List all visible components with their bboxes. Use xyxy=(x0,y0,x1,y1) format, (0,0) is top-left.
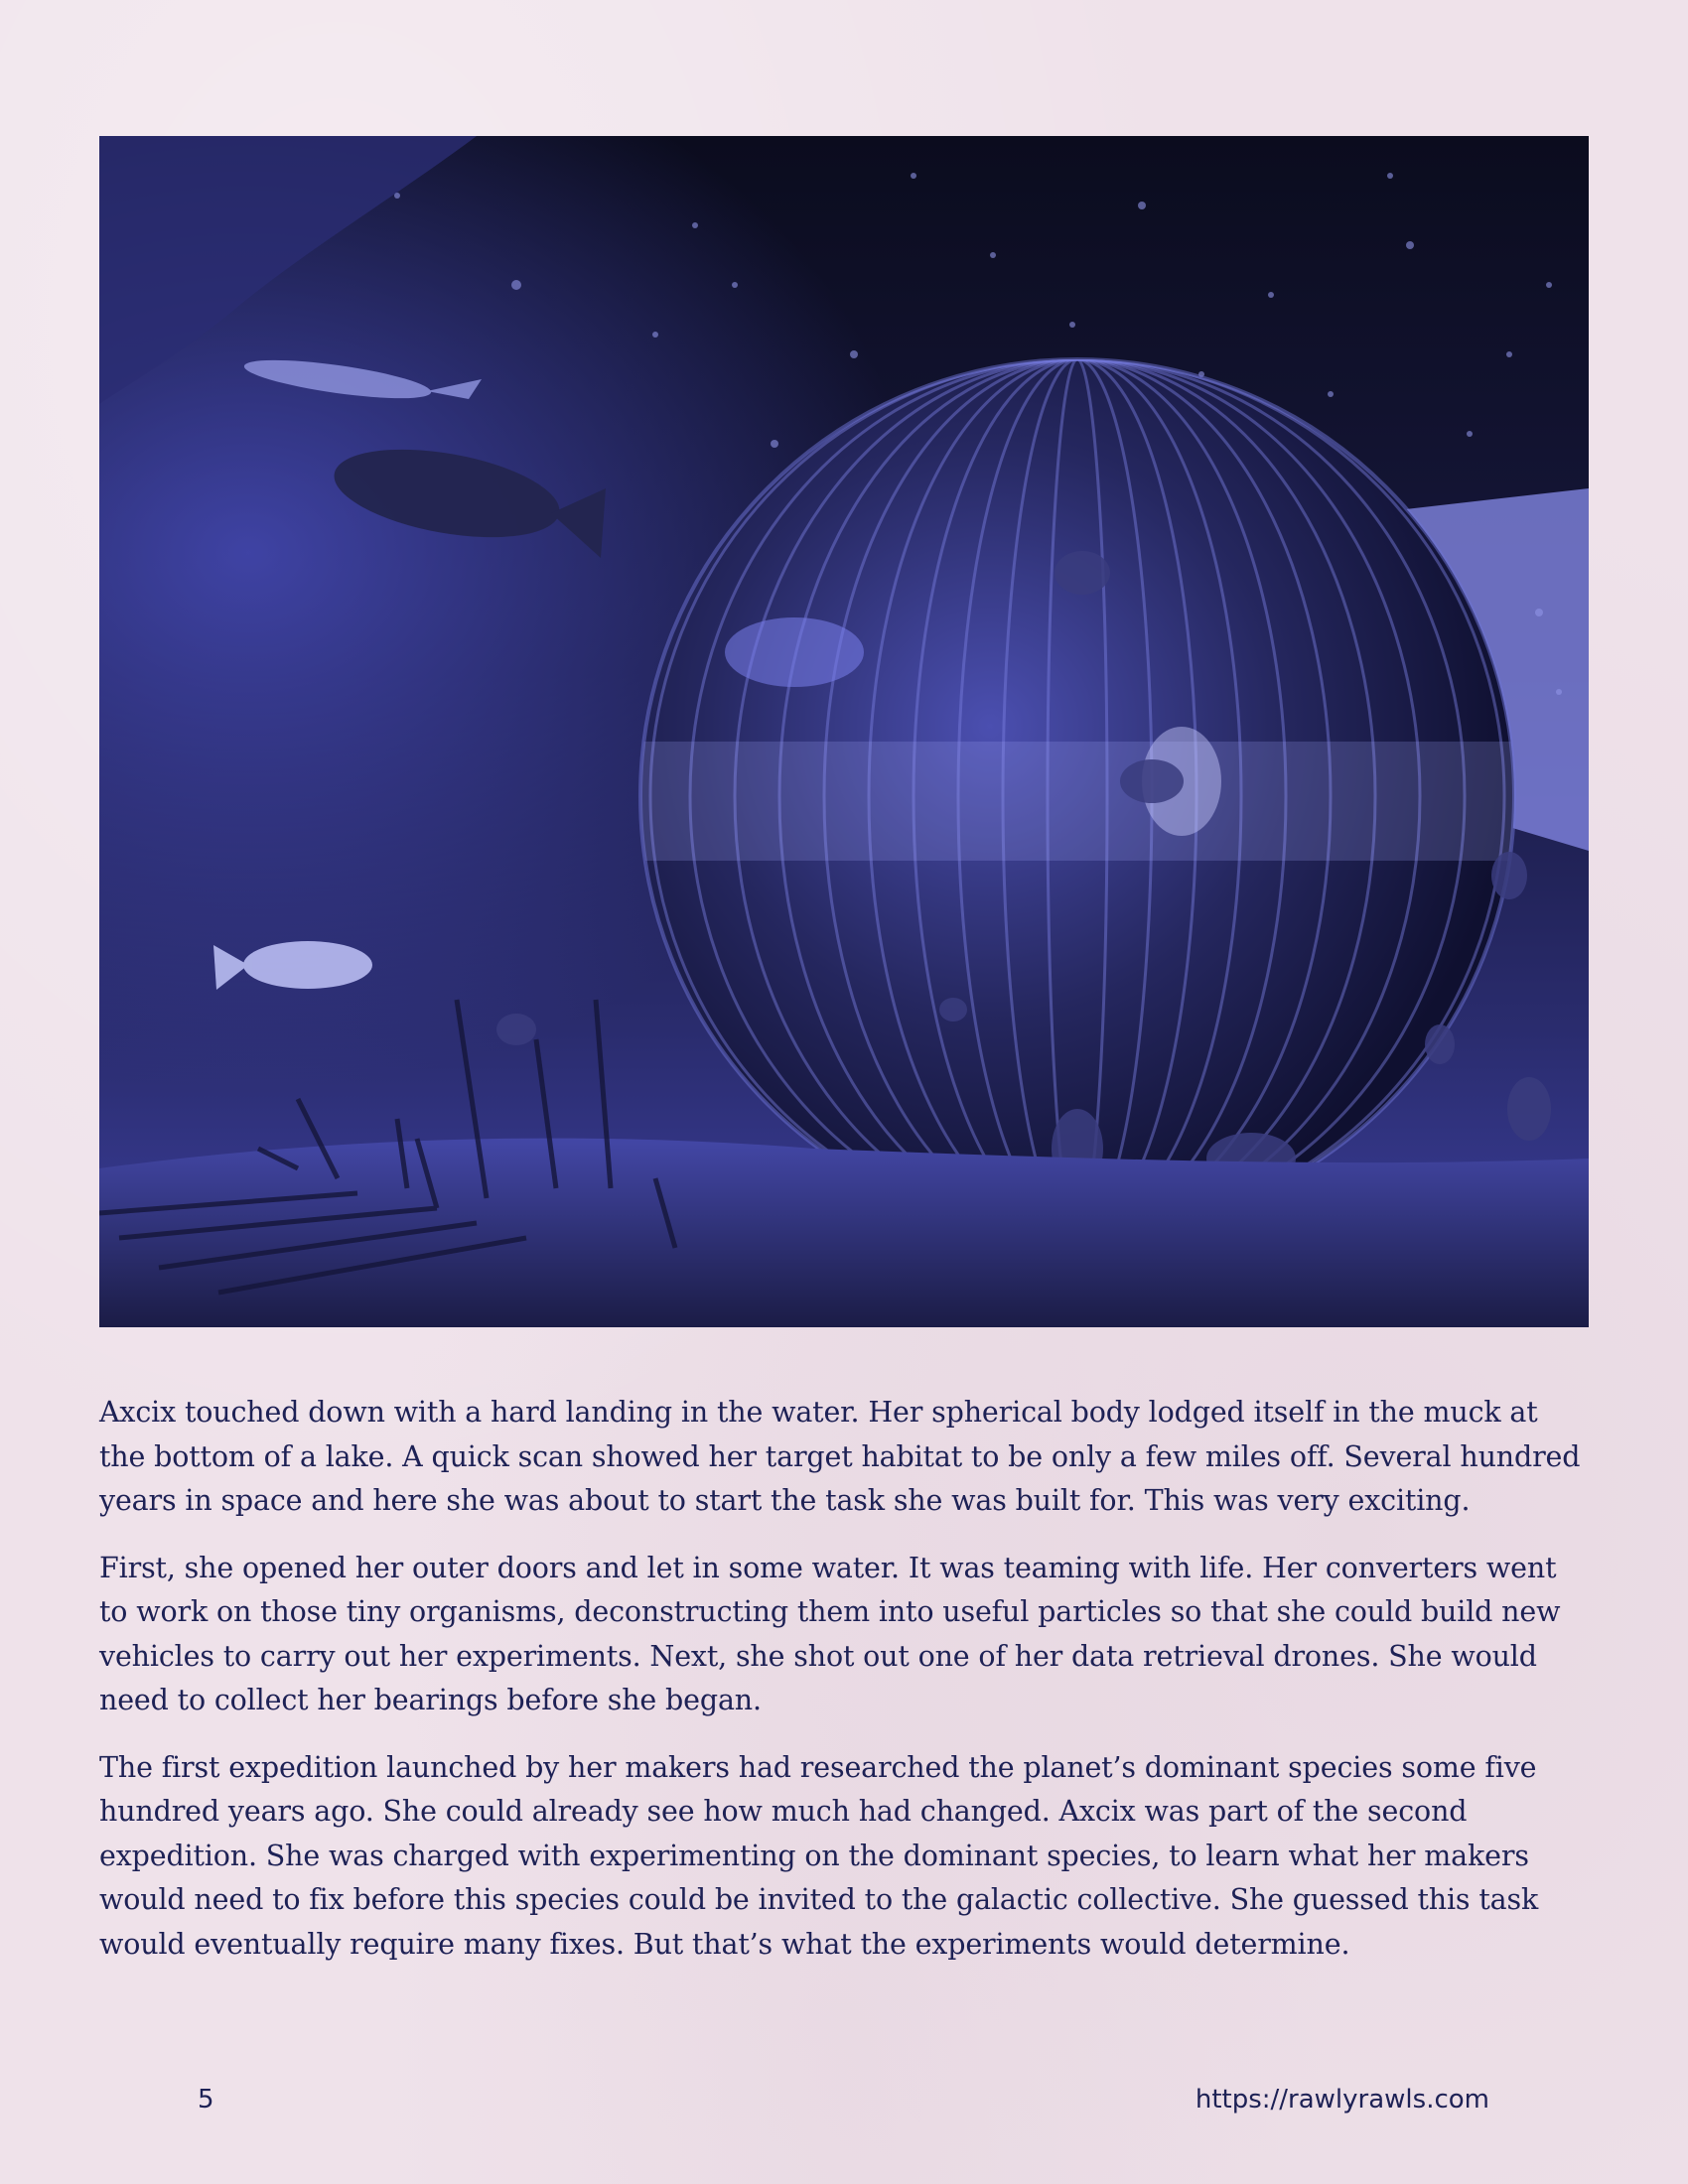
story-paragraph: First, she opened her outer doors and let in some water. It was teaming with life. Her converters went to work on those tiny organisms, deconstructing them into useful particles so that she could build new vehicles to carry out her experiments. Next, she shot out one of her data retrieval drones. She would need to collect her bearings before she began. xyxy=(99,1551,1561,1716)
underwater-scene-graphic xyxy=(99,136,1589,1327)
page-number: 5 xyxy=(198,2085,214,2115)
story-paragraph: Axcix touched down with a hard landing in the water. Her spherical body lodged itself in the muck at the bottom of a lake. A quick scan showed her target habitat to be only a few miles off. Several hundred years in space and here she was about to start the task she was built for. This was very exciting. xyxy=(99,1396,1581,1517)
underwater-sphere-illustration xyxy=(99,136,1589,1327)
story-text xyxy=(99,1391,1589,1989)
story-paragraph: The first expedition launched by her makers had researched the planet’s dominant species some five hundred years ago. She could already see how much had changed. Axcix was part of the second expedition. She was charged with experimenting on the dominant species, to learn what her makers would need to fix before this species could be invited to the galactic collective. She guessed this task would eventually require many fixes. But that’s what the experiments would determine. xyxy=(99,1750,1539,1961)
footer-link[interactable]: https://rawlyrawls.com xyxy=(1195,2085,1489,2115)
